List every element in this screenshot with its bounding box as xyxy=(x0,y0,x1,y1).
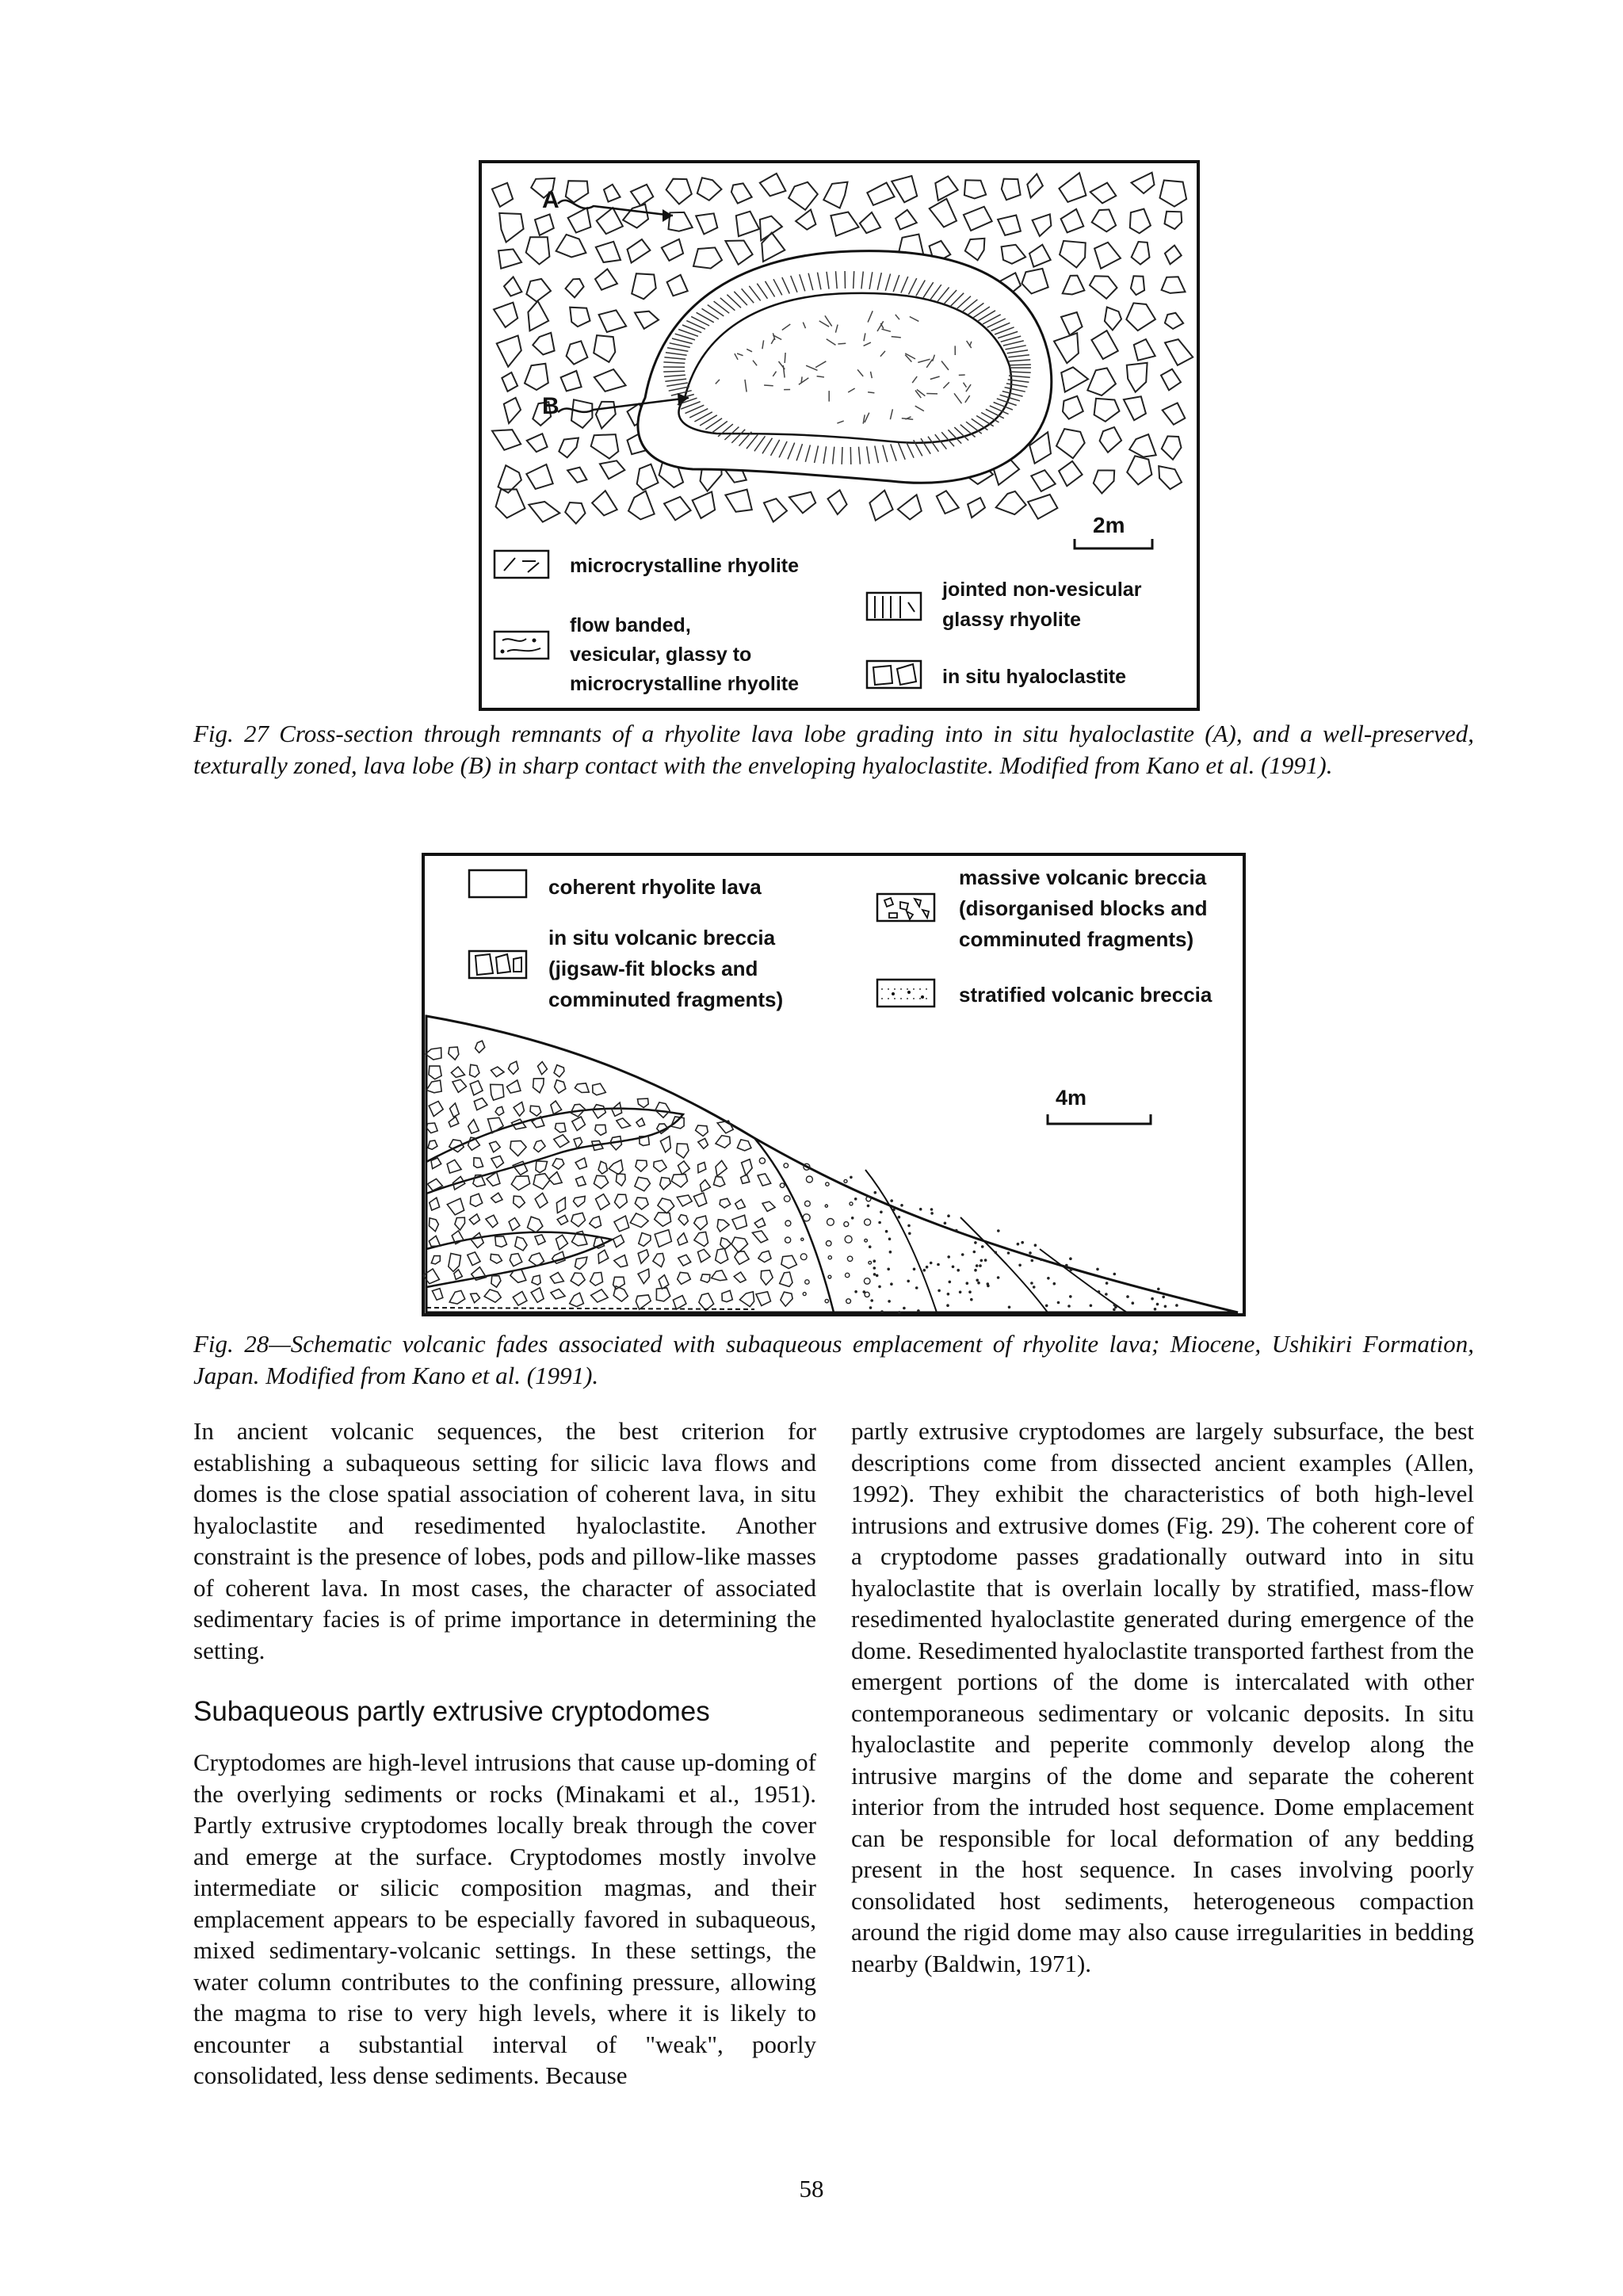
section-heading: Subaqueous partly extrusive cryptodomes xyxy=(193,1696,710,1727)
legend-flow-banded-2: vesicular, glassy to xyxy=(570,644,752,666)
figure-28 xyxy=(422,853,1246,1316)
legend-massive-3: comminuted fragments) xyxy=(959,927,1194,951)
legend-microcrystalline: microcrystalline rhyolite xyxy=(570,555,800,577)
left-paragraph-1: In ancient volcanic sequences, the best criterion for establishing a subaqueous setting for silicic lava flows and domes is the close spatial association of coherent lava, in situ hyaloclastite and resedimented hyaloclastite. Another constraint is the presence of lobes, pods and pillow-like masses of coherent lava. In most cases, the character of associated sedimentary facies is of prime importance in determining the setting. xyxy=(193,1417,816,1664)
legend-stratified: stratified volcanic breccia xyxy=(959,983,1212,1007)
figure-27-drawing xyxy=(479,160,1200,711)
legend-insitu-1: in situ volcanic breccia xyxy=(548,926,776,949)
label-b: B xyxy=(542,393,559,419)
legend-jointed-2: glassy rhyolite xyxy=(942,609,1082,631)
legend-massive-2: (disorganised blocks and xyxy=(959,896,1208,920)
legend-flow-banded-1: flow banded, xyxy=(570,614,691,636)
label-a: A xyxy=(542,187,559,213)
figure-27 xyxy=(479,160,1200,711)
legend-insitu-3: comminuted fragments) xyxy=(548,988,784,1011)
right-paragraph-1: partly extrusive cryptodomes are largely subsurface, the best descriptions come from dissected ancient examples (Allen, 1992). They exhibit the characteristics of both high-level intrusions and extrusive domes (Fig. 29). The coherent core of a cryptodome passes gradationally outward into in situ hyaloclastite that is overlain locally by stratified, mass-flow resedimented hyaloclastite generated during emergence of the dome. Resedimented hyaloclastite transported farthest from the emergent portions of the dome is intercalated with other contemporaneous sedimentary or volcanic deposits. In situ hyaloclastite and peperite commonly develop along the intrusive margins of the dome and separate the coherent interior from the intruded host sequence. Dome emplacement can be responsible for local deformation of any bedding present in the host sequence. In cases involving poorly consolidated host sediments, heterogeneous compaction around the rigid dome may also cause irregularities in bedding nearby (Baldwin, 1971). xyxy=(851,1417,1474,1977)
legend-coherent: coherent rhyolite lava xyxy=(548,875,762,899)
figure-28-caption: Fig. 28—Schematic volcanic fades associated with subaqueous emplacement of rhyolite lava; Miocene, Ushikiri Formation, Japan. Modified from Kano et al. (1991). xyxy=(193,1330,1474,1389)
legend-flow-banded-3: microcrystalline rhyolite xyxy=(570,673,800,695)
left-column xyxy=(193,1415,816,2092)
figure-27-caption: Fig. 27 Cross-section through remnants of a rhyolite lava lobe grading into in situ hyaloclastite (A), and a well-preserved, texturally zoned, lava lobe (B) in sharp contact with the enveloping hyaloclastite. Modified from Kano et al. (1991). xyxy=(193,720,1474,779)
legend-hyaloclastite: in situ hyaloclastite xyxy=(942,666,1127,688)
right-column xyxy=(851,1415,1474,1979)
scale-4m: 4m xyxy=(1056,1086,1087,1110)
legend-jointed-1: jointed non-vesicular xyxy=(942,579,1142,601)
legend-massive-1: massive volcanic breccia xyxy=(959,865,1207,889)
scale-2m: 2m xyxy=(1093,513,1125,537)
legend-insitu-2: (jigsaw-fit blocks and xyxy=(548,957,758,980)
page-number: 58 xyxy=(799,2175,824,2202)
figure-28-drawing xyxy=(422,853,1246,1316)
left-paragraph-2: Cryptodomes are high-level intrusions that cause up-doming of the overlying sediments or rocks (Minakami et al., 1951). Partly extrusive cryptodomes locally break through the cover and emerge at the surface. Cryptodomes mostly involve intermediate or silicic composition magmas, and their emplacement appears to be especially favored in subaqueous, mixed sedimentary-volcanic settings. In these settings, the water column contributes to the confining pressure, allowing the magma to rise to very high levels, where it is likely to encounter a substantial interval of "weak", poorly consolidated, less dense sediments. Because xyxy=(193,1748,816,2089)
